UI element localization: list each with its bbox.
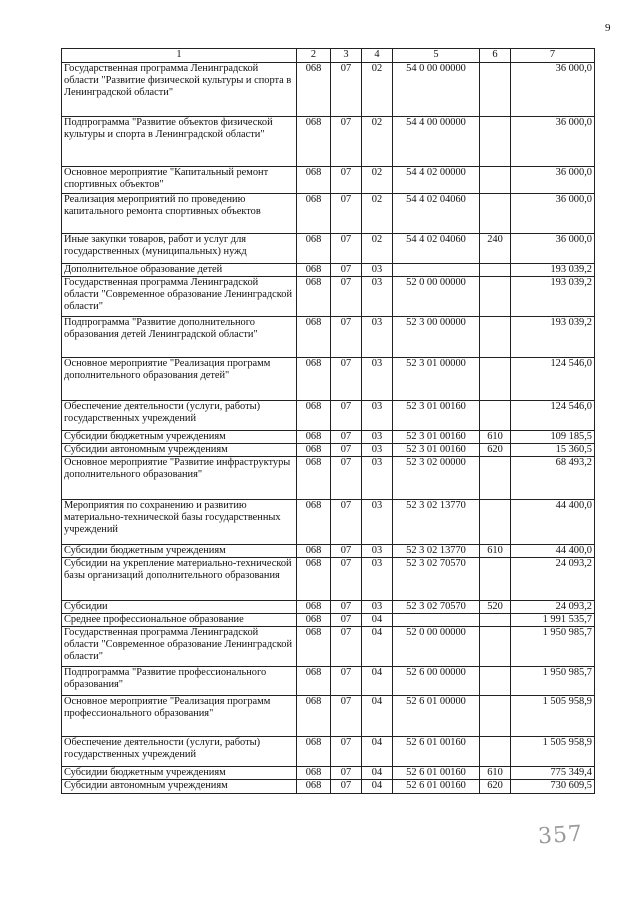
row-amount-cell: 775 349,4 [511,767,595,780]
row-expense-type-cell [480,558,511,601]
row-amount-cell: 44 400,0 [511,500,595,545]
row-subsection-cell: 02 [362,63,393,117]
row-ctr-cell: 068 [297,457,331,500]
row-amount-cell: 15 360,5 [511,444,595,457]
row-amount-cell: 193 039,2 [511,264,595,277]
row-subsection-cell: 03 [362,401,393,431]
row-ctr-cell: 068 [297,63,331,117]
table-row [62,780,595,794]
row-target-article-cell: 52 3 00 00000 [393,317,480,358]
row-expense-type-cell: 620 [480,780,511,794]
table-row [62,401,595,431]
row-target-article-cell: 52 6 01 00160 [393,780,480,794]
row-section-cell: 07 [331,457,362,500]
header-cell-amount: 7 [511,49,595,63]
table-row [62,457,595,500]
row-amount-cell: 1 991 535,7 [511,614,595,627]
table-row [62,264,595,277]
row-subsection-cell: 02 [362,194,393,234]
row-section-cell: 07 [331,234,362,264]
row-name-cell: Иные закупки товаров, работ и услуг для государственных (муниципальных) нужд [62,234,297,264]
table-row [62,431,595,444]
row-target-article-cell: 52 3 01 00000 [393,358,480,401]
row-ctr-cell: 068 [297,614,331,627]
row-expense-type-cell [480,117,511,167]
row-expense-type-cell [480,614,511,627]
row-expense-type-cell [480,358,511,401]
row-ctr-cell: 068 [297,277,331,317]
row-amount-cell: 124 546,0 [511,401,595,431]
row-section-cell: 07 [331,167,362,194]
row-section-cell: 07 [331,444,362,457]
row-ctr-cell: 068 [297,780,331,794]
row-subsection-cell: 02 [362,167,393,194]
row-ctr-cell: 068 [297,545,331,558]
table-row [62,500,595,545]
row-name-cell: Субсидии бюджетным учреждениям [62,431,297,444]
row-expense-type-cell [480,277,511,317]
row-amount-cell: 109 185,5 [511,431,595,444]
row-section-cell: 07 [331,737,362,767]
table-row [62,63,595,117]
row-target-article-cell: 52 0 00 00000 [393,277,480,317]
row-ctr-cell: 068 [297,767,331,780]
table-row [62,737,595,767]
row-subsection-cell: 04 [362,767,393,780]
row-target-article-cell: 52 6 01 00000 [393,696,480,737]
row-expense-type-cell [480,627,511,667]
row-expense-type-cell [480,457,511,500]
row-name-cell: Субсидии автономным учреждениям [62,444,297,457]
row-target-article-cell: 54 4 02 04060 [393,234,480,264]
row-subsection-cell: 03 [362,277,393,317]
row-name-cell: Субсидии на укрепление материально-технической базы организаций дополнительного образования [62,558,297,601]
row-name-cell: Обеспечение деятельности (услуги, работы) государственных учреждений [62,401,297,431]
row-subsection-cell: 03 [362,431,393,444]
row-expense-type-cell [480,264,511,277]
row-name-cell: Государственная программа Ленинградской области "Современное образование Ленинградской области" [62,627,297,667]
row-subsection-cell: 04 [362,614,393,627]
row-target-article-cell [393,614,480,627]
row-name-cell: Среднее профессиональное образование [62,614,297,627]
row-subsection-cell: 03 [362,601,393,614]
row-target-article-cell: 52 3 01 00160 [393,444,480,457]
row-section-cell: 07 [331,558,362,601]
row-subsection-cell: 02 [362,234,393,264]
row-name-cell: Подпрограмма "Развитие профессионального образования" [62,667,297,696]
row-name-cell: Государственная программа Ленинградской области "Современное образование Ленинградской области" [62,277,297,317]
table-row [62,277,595,317]
row-expense-type-cell [480,63,511,117]
row-name-cell: Подпрограмма "Развитие дополнительного образования детей Ленинградской области" [62,317,297,358]
table-row [62,767,595,780]
table-row [62,194,595,234]
row-target-article-cell: 52 0 00 00000 [393,627,480,667]
row-expense-type-cell: 610 [480,431,511,444]
row-subsection-cell: 02 [362,117,393,167]
row-amount-cell: 1 950 985,7 [511,627,595,667]
row-section-cell: 07 [331,431,362,444]
row-amount-cell: 193 039,2 [511,317,595,358]
row-ctr-cell: 068 [297,117,331,167]
row-expense-type-cell: 240 [480,234,511,264]
row-section-cell: 07 [331,317,362,358]
row-amount-cell: 24 093,2 [511,601,595,614]
row-name-cell: Основное мероприятие "Капитальный ремонт спортивных объектов" [62,167,297,194]
row-amount-cell: 193 039,2 [511,277,595,317]
row-section-cell: 07 [331,545,362,558]
table-row [62,444,595,457]
row-name-cell: Основное мероприятие "Реализация программ профессионального образования" [62,696,297,737]
row-section-cell: 07 [331,401,362,431]
row-ctr-cell: 068 [297,401,331,431]
row-subsection-cell: 04 [362,780,393,794]
row-expense-type-cell [480,317,511,358]
row-ctr-cell: 068 [297,194,331,234]
row-expense-type-cell [480,737,511,767]
table-row [62,317,595,358]
row-subsection-cell: 04 [362,737,393,767]
row-expense-type-cell: 520 [480,601,511,614]
table-row [62,545,595,558]
row-amount-cell: 36 000,0 [511,167,595,194]
budget-table [61,48,595,794]
table-row [62,234,595,264]
row-subsection-cell: 03 [362,558,393,601]
row-target-article-cell: 52 3 02 70570 [393,601,480,614]
table-row [62,601,595,614]
row-ctr-cell: 068 [297,444,331,457]
row-amount-cell: 124 546,0 [511,358,595,401]
row-section-cell: 07 [331,696,362,737]
page-number: 9 [605,22,611,34]
row-ctr-cell: 068 [297,500,331,545]
row-section-cell: 07 [331,194,362,234]
row-target-article-cell [393,264,480,277]
row-ctr-cell: 068 [297,737,331,767]
row-subsection-cell: 04 [362,627,393,667]
row-ctr-cell: 068 [297,234,331,264]
header-cell-name: 1 [62,49,297,63]
row-amount-cell: 44 400,0 [511,545,595,558]
row-name-cell: Дополнительное образование детей [62,264,297,277]
row-name-cell: Обеспечение деятельности (услуги, работы) государственных учреждений [62,737,297,767]
row-name-cell: Государственная программа Ленинградской области "Развитие физической культуры и спорта в Ленинградской области" [62,63,297,117]
table-row [62,614,595,627]
row-expense-type-cell [480,167,511,194]
row-target-article-cell: 54 4 02 00000 [393,167,480,194]
row-ctr-cell: 068 [297,431,331,444]
row-section-cell: 07 [331,667,362,696]
row-amount-cell: 24 093,2 [511,558,595,601]
row-section-cell: 07 [331,117,362,167]
row-section-cell: 07 [331,358,362,401]
row-expense-type-cell [480,401,511,431]
row-target-article-cell: 52 6 01 00160 [393,767,480,780]
row-target-article-cell: 52 3 02 13770 [393,545,480,558]
row-amount-cell: 1 505 958,9 [511,737,595,767]
header-cell-ctr: 2 [297,49,331,63]
row-expense-type-cell [480,696,511,737]
row-section-cell: 07 [331,614,362,627]
header-cell-target-article: 5 [393,49,480,63]
row-amount-cell: 68 493,2 [511,457,595,500]
row-target-article-cell: 52 3 01 00160 [393,401,480,431]
row-section-cell: 07 [331,277,362,317]
table-row [62,558,595,601]
row-name-cell: Мероприятия по сохранению и развитию материально-технической базы государственных учреждений [62,500,297,545]
row-ctr-cell: 068 [297,167,331,194]
row-name-cell: Субсидии бюджетным учреждениям [62,767,297,780]
row-target-article-cell: 52 6 00 00000 [393,667,480,696]
row-ctr-cell: 068 [297,317,331,358]
row-subsection-cell: 03 [362,545,393,558]
row-amount-cell: 730 609,5 [511,780,595,794]
row-name-cell: Субсидии бюджетным учреждениям [62,545,297,558]
row-subsection-cell: 03 [362,264,393,277]
row-section-cell: 07 [331,767,362,780]
header-cell-section: 3 [331,49,362,63]
row-amount-cell: 1 505 958,9 [511,696,595,737]
row-section-cell: 07 [331,601,362,614]
row-subsection-cell: 03 [362,500,393,545]
row-subsection-cell: 04 [362,696,393,737]
row-subsection-cell: 03 [362,444,393,457]
row-subsection-cell: 04 [362,667,393,696]
row-name-cell: Субсидии [62,601,297,614]
row-target-article-cell: 52 3 01 00160 [393,431,480,444]
row-expense-type-cell: 620 [480,444,511,457]
row-section-cell: 07 [331,780,362,794]
row-amount-cell: 36 000,0 [511,194,595,234]
row-subsection-cell: 03 [362,457,393,500]
row-expense-type-cell [480,194,511,234]
row-ctr-cell: 068 [297,358,331,401]
row-subsection-cell: 03 [362,317,393,358]
header-cell-expense-type: 6 [480,49,511,63]
row-name-cell: Субсидии автономным учреждениям [62,780,297,794]
row-name-cell: Реализация мероприятий по проведению капитального ремонта спортивных объектов [62,194,297,234]
row-ctr-cell: 068 [297,696,331,737]
row-section-cell: 07 [331,264,362,277]
table-row [62,696,595,737]
row-section-cell: 07 [331,63,362,117]
stamp-text: 357 [537,821,584,850]
row-amount-cell: 36 000,0 [511,117,595,167]
row-target-article-cell: 54 4 00 00000 [393,117,480,167]
table-row [62,117,595,167]
table-row [62,627,595,667]
header-cell-subsection: 4 [362,49,393,63]
row-target-article-cell: 52 3 02 00000 [393,457,480,500]
row-target-article-cell: 52 3 02 70570 [393,558,480,601]
row-ctr-cell: 068 [297,627,331,667]
row-ctr-cell: 068 [297,558,331,601]
row-section-cell: 07 [331,627,362,667]
row-target-article-cell: 54 0 00 00000 [393,63,480,117]
row-subsection-cell: 03 [362,358,393,401]
row-target-article-cell: 52 3 02 13770 [393,500,480,545]
row-expense-type-cell: 610 [480,545,511,558]
row-amount-cell: 36 000,0 [511,63,595,117]
row-amount-cell: 36 000,0 [511,234,595,264]
table-row [62,667,595,696]
row-expense-type-cell [480,500,511,545]
header-row [62,49,595,63]
row-section-cell: 07 [331,500,362,545]
table-row [62,167,595,194]
row-ctr-cell: 068 [297,667,331,696]
row-amount-cell: 1 950 985,7 [511,667,595,696]
row-expense-type-cell: 610 [480,767,511,780]
row-expense-type-cell [480,667,511,696]
row-ctr-cell: 068 [297,601,331,614]
row-target-article-cell: 52 6 01 00160 [393,737,480,767]
row-name-cell: Основное мероприятие "Реализация программ дополнительного образования детей" [62,358,297,401]
table-row [62,358,595,401]
row-name-cell: Подпрограмма "Развитие объектов физической культуры и спорта в Ленинградской области" [62,117,297,167]
row-name-cell: Основное мероприятие "Развитие инфраструктуры дополнительного образования" [62,457,297,500]
handwritten-page-stamp [537,821,584,849]
row-target-article-cell: 54 4 02 04060 [393,194,480,234]
row-ctr-cell: 068 [297,264,331,277]
